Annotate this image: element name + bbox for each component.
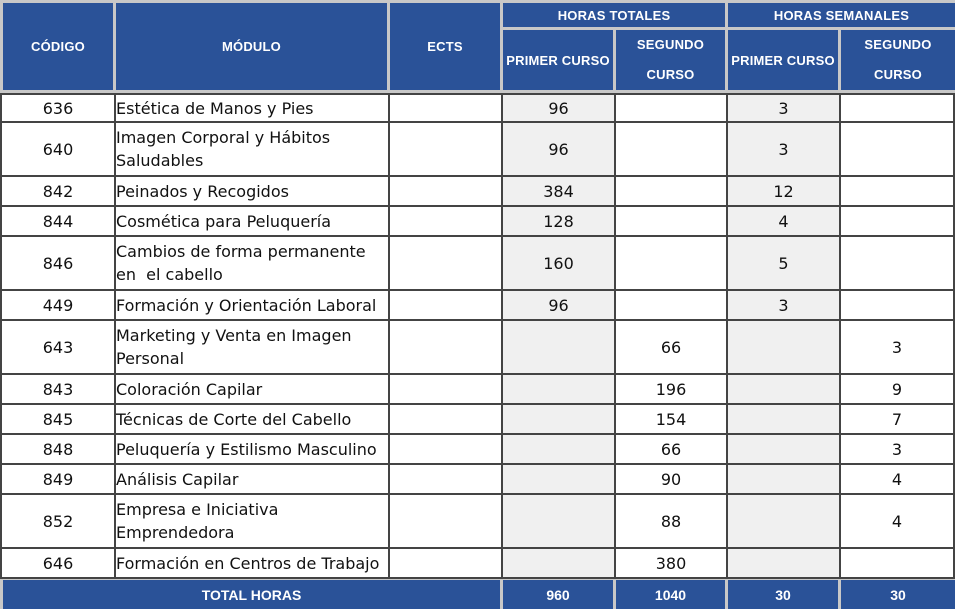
cell-codigo: 845 bbox=[0, 405, 116, 435]
cell-hs-primer: 5 bbox=[728, 237, 841, 291]
cell-ects bbox=[390, 237, 503, 291]
cell-hs-primer bbox=[728, 465, 841, 495]
cell-hs-segundo bbox=[841, 123, 955, 177]
cell-codigo: 849 bbox=[0, 465, 116, 495]
cell-ects bbox=[390, 405, 503, 435]
header-hs-segundo-curso: SEGUNDO CURSO bbox=[841, 30, 955, 93]
cell-modulo: Imagen Corporal y Hábitos Saludables bbox=[116, 123, 390, 177]
cell-hs-segundo: 3 bbox=[841, 435, 955, 465]
cell-ects bbox=[390, 549, 503, 579]
table-body bbox=[0, 93, 955, 579]
cell-modulo: Formación y Orientación Laboral bbox=[116, 291, 390, 321]
cell-hs-primer: 3 bbox=[728, 123, 841, 177]
cell-hs-segundo: 3 bbox=[841, 321, 955, 375]
table-row bbox=[0, 549, 955, 579]
cell-ht-segundo: 380 bbox=[616, 549, 728, 579]
header-ht-primer-curso: PRIMER CURSO bbox=[503, 30, 616, 93]
cell-hs-segundo: 4 bbox=[841, 495, 955, 549]
cell-codigo: 844 bbox=[0, 207, 116, 237]
cell-hs-segundo: 7 bbox=[841, 405, 955, 435]
cell-ects bbox=[390, 465, 503, 495]
cell-ht-segundo bbox=[616, 291, 728, 321]
cell-hs-segundo: 4 bbox=[841, 465, 955, 495]
table-row bbox=[0, 207, 955, 237]
cell-ects bbox=[390, 375, 503, 405]
cell-ht-segundo: 154 bbox=[616, 405, 728, 435]
table-row bbox=[0, 291, 955, 321]
cell-ht-segundo bbox=[616, 177, 728, 207]
cell-modulo: Peluquería y Estilismo Masculino bbox=[116, 435, 390, 465]
table-row bbox=[0, 465, 955, 495]
cell-hs-segundo bbox=[841, 291, 955, 321]
table-row bbox=[0, 123, 955, 177]
cell-hs-primer: 12 bbox=[728, 177, 841, 207]
table-row bbox=[0, 435, 955, 465]
cell-modulo: Cambios de forma permanente en el cabello bbox=[116, 237, 390, 291]
cell-ects bbox=[390, 495, 503, 549]
header-horas-totales: HORAS TOTALES bbox=[503, 0, 728, 30]
header-ht-segundo-curso: SEGUNDO CURSO bbox=[616, 30, 728, 93]
cell-ht-primer: 160 bbox=[503, 237, 616, 291]
cell-hs-segundo bbox=[841, 177, 955, 207]
header-ects: ECTS bbox=[390, 0, 503, 93]
table-row bbox=[0, 321, 955, 375]
cell-ht-segundo: 66 bbox=[616, 321, 728, 375]
cell-hs-primer bbox=[728, 435, 841, 465]
table-header bbox=[0, 0, 955, 93]
cell-ht-primer: 384 bbox=[503, 177, 616, 207]
cell-ht-primer bbox=[503, 495, 616, 549]
cell-hs-primer bbox=[728, 405, 841, 435]
cell-ht-segundo bbox=[616, 93, 728, 123]
cell-ht-primer bbox=[503, 465, 616, 495]
cell-hs-primer bbox=[728, 321, 841, 375]
cell-hs-segundo bbox=[841, 549, 955, 579]
cell-ht-segundo bbox=[616, 207, 728, 237]
cell-ects bbox=[390, 177, 503, 207]
cell-modulo: Peinados y Recogidos bbox=[116, 177, 390, 207]
table-row bbox=[0, 495, 955, 549]
cell-ht-primer: 96 bbox=[503, 291, 616, 321]
cell-ht-primer bbox=[503, 375, 616, 405]
cell-hs-primer bbox=[728, 549, 841, 579]
cell-codigo: 842 bbox=[0, 177, 116, 207]
cell-modulo: Coloración Capilar bbox=[116, 375, 390, 405]
cell-ects bbox=[390, 321, 503, 375]
cell-ht-segundo bbox=[616, 237, 728, 291]
cell-hs-primer bbox=[728, 495, 841, 549]
cell-ects bbox=[390, 207, 503, 237]
cell-modulo: Estética de Manos y Pies bbox=[116, 93, 390, 123]
cell-modulo: Marketing y Venta en Imagen Personal bbox=[116, 321, 390, 375]
cell-codigo: 643 bbox=[0, 321, 116, 375]
table-row bbox=[0, 375, 955, 405]
cell-codigo: 640 bbox=[0, 123, 116, 177]
cell-ht-primer bbox=[503, 321, 616, 375]
cell-codigo: 646 bbox=[0, 549, 116, 579]
cell-ects bbox=[390, 435, 503, 465]
totals-row bbox=[0, 579, 955, 609]
cell-codigo: 848 bbox=[0, 435, 116, 465]
cell-ht-segundo bbox=[616, 123, 728, 177]
cell-ht-primer: 96 bbox=[503, 123, 616, 177]
cell-codigo: 852 bbox=[0, 495, 116, 549]
cell-modulo: Empresa e Iniciativa Emprendedora bbox=[116, 495, 390, 549]
cell-ects bbox=[390, 291, 503, 321]
cell-hs-primer: 3 bbox=[728, 291, 841, 321]
header-hs-primer-curso: PRIMER CURSO bbox=[728, 30, 841, 93]
cell-ht-primer bbox=[503, 405, 616, 435]
table-row bbox=[0, 93, 955, 123]
cell-hs-segundo: 9 bbox=[841, 375, 955, 405]
cell-modulo: Cosmética para Peluquería bbox=[116, 207, 390, 237]
cell-ht-segundo: 90 bbox=[616, 465, 728, 495]
cell-codigo: 843 bbox=[0, 375, 116, 405]
cell-codigo: 846 bbox=[0, 237, 116, 291]
cell-modulo: Técnicas de Corte del Cabello bbox=[116, 405, 390, 435]
cell-codigo: 636 bbox=[0, 93, 116, 123]
header-codigo: CÓDIGO bbox=[0, 0, 116, 93]
cell-ht-primer bbox=[503, 549, 616, 579]
cell-ht-segundo: 88 bbox=[616, 495, 728, 549]
header-horas-semanales: HORAS SEMANALES bbox=[728, 0, 955, 30]
cell-hs-segundo bbox=[841, 93, 955, 123]
cell-ht-segundo: 66 bbox=[616, 435, 728, 465]
cell-ht-primer: 128 bbox=[503, 207, 616, 237]
cell-ects bbox=[390, 93, 503, 123]
cell-hs-segundo bbox=[841, 237, 955, 291]
header-modulo: MÓDULO bbox=[116, 0, 390, 93]
total-label: TOTAL HORAS bbox=[0, 579, 503, 609]
cell-hs-primer bbox=[728, 375, 841, 405]
cell-ht-primer bbox=[503, 435, 616, 465]
cell-hs-segundo bbox=[841, 207, 955, 237]
cell-hs-primer: 4 bbox=[728, 207, 841, 237]
cell-modulo: Análisis Capilar bbox=[116, 465, 390, 495]
total-ht-primer: 960 bbox=[503, 579, 616, 609]
table-row bbox=[0, 405, 955, 435]
cell-ht-primer: 96 bbox=[503, 93, 616, 123]
table-row bbox=[0, 237, 955, 291]
table-row bbox=[0, 177, 955, 207]
cell-modulo: Formación en Centros de Trabajo bbox=[116, 549, 390, 579]
total-ht-segundo: 1040 bbox=[616, 579, 728, 609]
cell-ht-segundo: 196 bbox=[616, 375, 728, 405]
cell-codigo: 449 bbox=[0, 291, 116, 321]
cell-ects bbox=[390, 123, 503, 177]
total-hs-primer: 30 bbox=[728, 579, 841, 609]
cell-hs-primer: 3 bbox=[728, 93, 841, 123]
total-hs-segundo: 30 bbox=[841, 579, 955, 609]
